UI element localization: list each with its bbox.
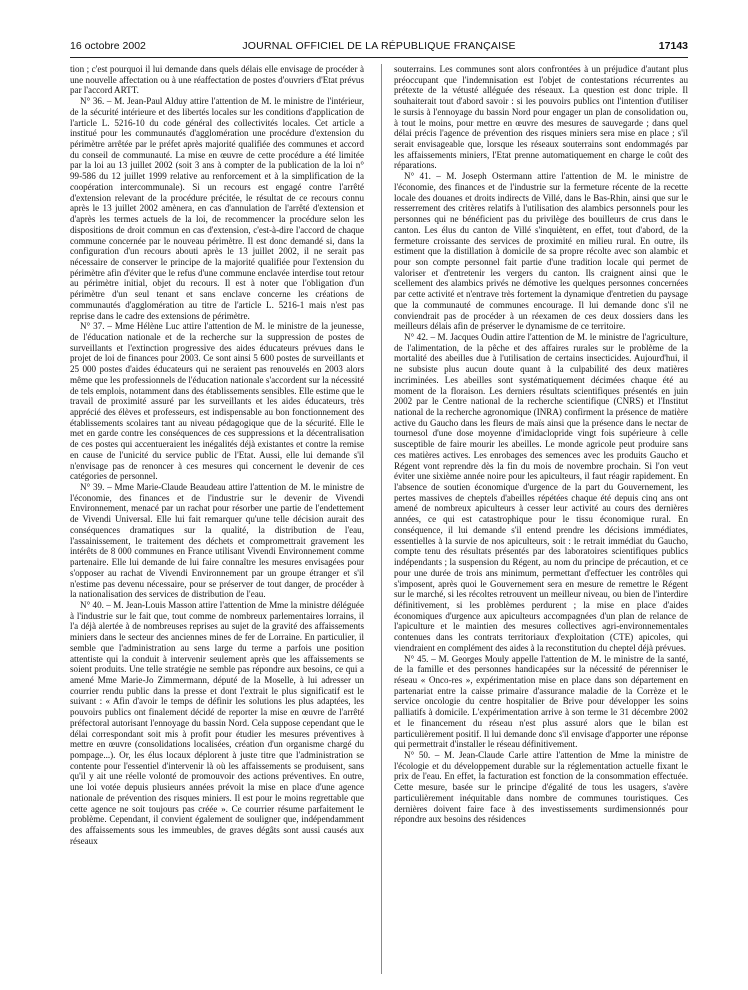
question-paragraph: N° 45. – M. Georges Mouly appelle l'attention de M. le ministre de la santé, de la famille et des personnes handicapées sur la nécessité de pérenniser le réseau « Onco-res », expérimentation mise en place dans son département en partenariat entre la caisse primaire d'assurance maladie de la Corrèze et le service oncologie du centre hospitalier de Brive pour développer les soins palliatifs à domicile. L'expérimentation arrive à son terme le 31 décembre 2002 et le financement du réseau n'est plus assuré alors que le bilan est particulièrement positif. Il lui demande donc s'il envisage d'apporter une réponse qui permettrait d'installer le réseau définitivement.	[394, 653, 688, 750]
question-paragraph: N° 37. – Mme Hélène Luc attire l'attention de M. le ministre de la jeunesse, de l'éducation nationale et de la recherche sur la suppression de postes de surveillants et l'extinction progressive des aides éducateurs prévues dans le projet de loi de finances pour 2003. Ce sont ainsi 5 600 postes de surveillants et 25 000 postes d'aides éducateurs qui ne seraient pas renouvelés en 2003 alors même que les professionnels de l'éducation nationale s'accordent sur la nécessité de tels emplois, notamment dans des établissements sensibles. Elle estime que le travail de proximité assuré par les surveillants et les aides éducateurs, très apprécié des élèves et professeurs, est indispensable au bon fonctionnement des établissements scolaires tant au niveau pédagogique que de la sécurité. Elle le met en garde contre les conséquences de ces suppressions et la décentralisation de ces postes qui accentueraient les inégalités déjà existantes et contre la remise en cause de l'unicité du service public de l'Etat. Aussi, elle lui demande s'il n'envisage pas de renoncer à ces mesures qui concernent le devenir de ces catégories de personnel.	[70, 321, 364, 482]
right-column	[394, 64, 688, 974]
question-paragraph: N° 50. – M. Jean-Claude Carle attire l'attention de Mme la ministre de l'écologie et du développement durable sur la réglementation actuelle fixant le prix de l'eau. En effet, la facturation est fonction de la consommation effectuée. Cette mesure, basée sur le principe d'égalité de tous les usagers, s'avère particulièrement inéquitable dans nombre de communes touristiques. Ces dernières doivent faire face à des investissements surdimensionnés pour répondre aux besoins des résidences	[394, 750, 688, 825]
journal-title: JOURNAL OFFICIEL DE LA RÉPUBLIQUE FRANÇAISE	[242, 40, 516, 52]
page-number: 17143	[658, 40, 688, 52]
question-paragraph: N° 39. – Mme Marie-Claude Beaudeau attire l'attention de M. le ministre de l'économie, des finances et de l'industrie sur le devenir de Vivendi Environnement, menacé par un rachat pour résorber une partie de l'endettement de Vivendi Universal. Elle lui fait remarquer qu'une telle décision aurait des conséquences dramatiques sur la qualité, la distribution de l'eau, l'assainissement, le traitement des déchets et compromettrait gravement les intérêts de 8 000 communes en France utilisant Vivendi Environnement comme partenaire. Elle lui demande de lui faire connaître les mesures envisagées pour s'opposer au rachat de Vivendi Environnement par un groupe étranger et s'il n'estime pas devenu nécessaire, pour se préserver de tout danger, de procéder à la nationalisation des services de distribution de l'eau.	[70, 482, 364, 600]
question-paragraph: N° 40. – M. Jean-Louis Masson attire l'attention de Mme la ministre déléguée à l'industrie sur le fait que, tout comme de nombreux parlementaires lorrains, il l'a déjà alertée à de nombreuses reprises au sujet de la gravité des affaissements miniers dans le secteur des anciennes mines de fer de Lorraine. En particulier, il semble que l'administration au sens large du terme a parfois une position attentiste qui la conduit à intervenir seulement après que les affaissements se soient produits. Une telle stratégie ne semble pas répondre aux besoins, ce qui a amené Mme Marie-Jo Zimmermann, député de la Moselle, à lui adresser un courrier rendu public dans la presse et dont l'extrait le plus significatif est le suivant : « Afin d'avoir le temps de définir les solutions les plus adaptées, les pouvoirs publics ont finalement décidé de reporter la mise en œuvre de l'arrêté préfectoral autorisant l'ennoyage du bassin Nord. Cela suppose cependant que le délai correspondant soit mis à profit pour étudier les mesures préventives à mettre en œuvre (consolidations localisées, création d'un organisme chargé du pompage...). Or, les élus locaux déplorent à juste titre que l'administration se contente pour l'essentiel d'intervenir là où les affaissements se produisent, sans qu'il y ait une réelle volonté de promouvoir des actions préventives. En outre, une loi votée depuis plusieurs années prévoit la mise en place d'une agence nationale de prévention des risques miniers. Il est pour le moins regrettable que cette agence ne soit toujours pas créée ». Ce courrier résume parfaitement le problème. Cependant, il convient également de souligner que, indépendamment des affaissements sous les immeubles, de graves dégâts sont aussi causés aux réseaux	[70, 599, 364, 846]
page-header	[70, 40, 688, 56]
question-paragraph: souterrains. Les communes sont alors confrontées à un préjudice d'autant plus préoccupant que l'indemnisation est l'objet de contestations récurrentes au prétexte de la vétusté alléguée des réseaux. La question est donc triple. Il souhaiterait tout d'abord savoir : si les pouvoirs publics ont l'intention d'utiliser le sursis à l'ennoyage du bassin Nord pour engager un plan de consolidation ou, à tout le moins, pour mettre en œuvre des mesures de sauvegarde ; dans quel délai précis l'agence de prévention des risques miniers sera mise en place ; s'il serait envisageable que, lorsque les réseaux souterrains sont endommagés par les affaissements miniers, l'Etat prenne automatiquement en charge le coût des réparations.	[394, 64, 688, 171]
question-paragraph: N° 36. – M. Jean-Paul Alduy attire l'attention de M. le ministre de l'intérieur, de la sécurité intérieure et des libertés locales sur les conditions d'application de l'article L. 5216-10 du code général des collectivités locales. Cet article a institué pour les communautés d'agglomération une procédure d'extension du périmètre arrêtée par le préfet après majorité qualifiée des communes et accord du conseil de communauté. La mise en œuvre de cette procédure a été limitée par la loi au 13 juillet 2002 (soit 3 ans à compter de la publication de la loi n° 99-586 du 12 juillet 1999 relative au renforcement et à la simplification de la coopération intercommunale). Si un recours est engagé contre l'arrêté d'extension relevant de la procédure précitée, le résultat de ce recours connu après le 13 juillet 2002 amènera, en cas d'annulation de l'arrêté d'extension et d'après les termes actuels de la loi, de recommencer la procédure selon les dispositions de droit commun en cas d'extension, c'est-à-dire l'accord de chaque commune concernée par le nouveau périmètre. Il est donc demandé si, dans la configuration d'un recours abouti après le 13 juillet 2002, il ne serait pas nécessaire de conserver le principe de la majorité qualifiée pour l'extension du périmètre afin d'éviter que le refus d'une commune enclavée interdise tout retour au périmètre initial, objet du recours. Il est à noter que l'obligation d'un périmètre d'un seul tenant et sans enclave concerne les créations de communautés d'agglomération au titre de l'article L. 5216-1 mais n'est pas reprise dans le cadre des extensions de périmètre.	[70, 96, 364, 321]
left-column	[70, 64, 364, 974]
question-paragraph: tion ; c'est pourquoi il lui demande dans quels délais elle envisage de procéder à une nouvelle affectation ou à une réaffectation de postes d'ouvriers d'Etat prévus par l'accord ARTT.	[70, 64, 364, 96]
publication-date: 16 octobre 2002	[70, 40, 146, 52]
question-paragraph: N° 42. – M. Jacques Oudin attire l'attention de M. le ministre de l'agriculture, de l'alimentation, de la pêche et des affaires rurales sur le problème de la mortalité des abeilles due à l'utilisation de certains insecticides. Aujourd'hui, il ne subsiste plus aucun doute quant à la culpabilité des deux matières incriminées. Les abeilles sont systématiquement décimées chaque été au moment de la floraison. Les derniers résultats scientifiques présentés en juin 2002 par le Centre national de la recherche scientifique (CNRS) et l'Institut national de la recherche agronomique (INRA) confirment la présence de matière active du Gaucho dans les fleurs de maïs ainsi que la présence dans le nectar de tournesol d'une dose moyenne d'imidaclopride vingt fois supérieure à celle susceptible de faire mourir les abeilles. Le monde agricole peut produire sans ces matières actives. Les enrobages des semences avec les produits Gaucho et Régent vont reprendre dès la fin du mois de novembre prochain. Si l'on veut éviter une sixième année noire pour les apiculteurs, il faut réagir rapidement. En l'absence de soutien économique d'urgence de la part du Gouvernement, les pertes massives de cheptels d'abeilles répétées chaque été depuis cinq ans ont amené de nombreux apiculteurs à cesser leur activité au cours des dernières années, ce qui est catastrophique pour le tissu économique rural. En conséquence, il lui demande s'il entend prendre les décisions immédiates, essentielles à la survie de nos apiculteurs, soit : le retrait immédiat du Gaucho, compte tenu des résultats présentés par des laboratoires scientifiques publics indépendants ; la suspension du Régent, au nom du principe de précaution, et ce pour une durée de trois ans minimum, permettant d'effectuer les contrôles qui s'imposent, après quoi le Gouvernement sera en mesure de remettre le Régent sur le marché, si les récoltes retrouvent un meilleur niveau, ou bien de l'interdire définitivement, si les problèmes perdurent ; la mise en place d'aides économiques d'urgence aux apiculteurs accompagnées d'un plan de relance de l'apiculture et le maintien des mesures collectives agri-environnementales contenues dans les contrats territoriaux d'exploitation (CTE) apicoles, qui viendraient en complément des aides à la reconstitution du cheptel déjà prévues.	[394, 331, 688, 653]
column-separator	[381, 64, 382, 974]
question-paragraph: N° 41. – M. Joseph Ostermann attire l'attention de M. le ministre de l'économie, des finances et de l'industrie sur la fermeture récente de la recette locale des douanes et droits indirects de Villé, dans le Bas-Rhin, ainsi que sur le resserrement des critères relatifs à l'utilisation des alambics personnels pour les personnes qui ne bénéficient pas du privilège des bouilleurs de crus dans le canton. Les élus du canton de Villé s'inquiètent, en effet, tout d'abord, de la fermeture croissante des services de proximité en milieu rural. En outre, ils estiment que la distillation à domicile de sa propre récolte avec son alambic et pour son compte personnel fait partie d'une tradition locale qui permet de valoriser et d'entretenir les vergers du canton. Ils craignent ainsi que le scellement des alambics privés ne démotive les quelques personnes concernées par cette activité et n'entrave très fortement la dynamique d'entretien du paysage que la communauté de communes encourage. Il lui demande donc s'il ne conviendrait pas de procéder à un réexamen de ces deux dossiers dans les meilleurs délais afin de préserver le dynamisme de ce territoire.	[394, 171, 688, 332]
header-rule	[70, 57, 688, 58]
